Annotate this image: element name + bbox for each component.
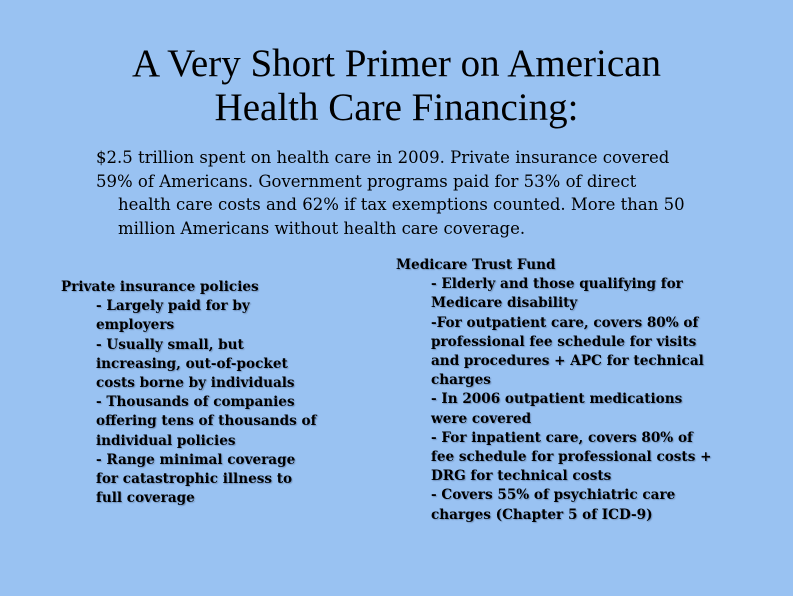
private-insurance-line: costs borne by individuals (96, 375, 295, 392)
private-insurance-line: employers (96, 317, 175, 334)
intro-line-2: 59% of Americans. Government programs paid for 53% of direct (96, 171, 637, 191)
private-insurance-line: for catastrophic illness to (96, 471, 293, 488)
private-insurance-line: - Thousands of companies (96, 394, 295, 411)
medicare-line: were covered (431, 410, 532, 427)
medicare-line: - In 2006 outpatient medications (431, 391, 683, 408)
intro-line-3: health care costs and 62% if tax exemptions counted. More than 50 (118, 195, 685, 214)
medicare-line: - Elderly and those qualifying for (431, 276, 683, 293)
medicare-line: fee schedule for professional costs + (431, 449, 712, 466)
private-insurance-column (61, 278, 316, 508)
private-insurance-heading: Private insurance policies (61, 279, 259, 295)
medicare-line: - Covers 55% of psychiatric care (431, 487, 676, 504)
private-insurance-line: increasing, out-of-pocket (96, 355, 288, 372)
intro-paragraph (96, 146, 736, 240)
title-line-1: A Very Short Primer on American (132, 42, 661, 85)
private-insurance-line: full coverage (96, 490, 195, 507)
title-line-2: Health Care Financing: (214, 86, 579, 129)
medicare-line: - For inpatient care, covers 80% of (431, 429, 693, 446)
medicare-line: and procedures + APC for technical (431, 353, 704, 370)
intro-line-1: $2.5 trillion spent on health care in 2009. Private insurance covered (96, 148, 670, 167)
private-insurance-line: - Largely paid for by (96, 298, 250, 315)
private-insurance-line: - Range minimal coverage (96, 451, 296, 468)
medicare-line: charges (431, 372, 491, 389)
intro-line-4: million Americans without health care coverage. (118, 218, 526, 238)
medicare-line: professional fee schedule for visits (431, 333, 697, 350)
medicare-column (396, 256, 712, 525)
medicare-line: DRG for technical costs (431, 468, 612, 485)
medicare-line: Medicare disability (431, 295, 578, 312)
private-insurance-line: individual policies (96, 432, 236, 449)
medicare-heading: Medicare Trust Fund (396, 257, 556, 273)
private-insurance-line: - Usually small, but (96, 336, 244, 353)
slide-title (0, 42, 793, 130)
medicare-line: charges (Chapter 5 of ICD-9) (431, 506, 653, 523)
private-insurance-line: offering tens of thousands of (96, 413, 317, 430)
medicare-line: -For outpatient care, covers 80% of (431, 314, 699, 331)
